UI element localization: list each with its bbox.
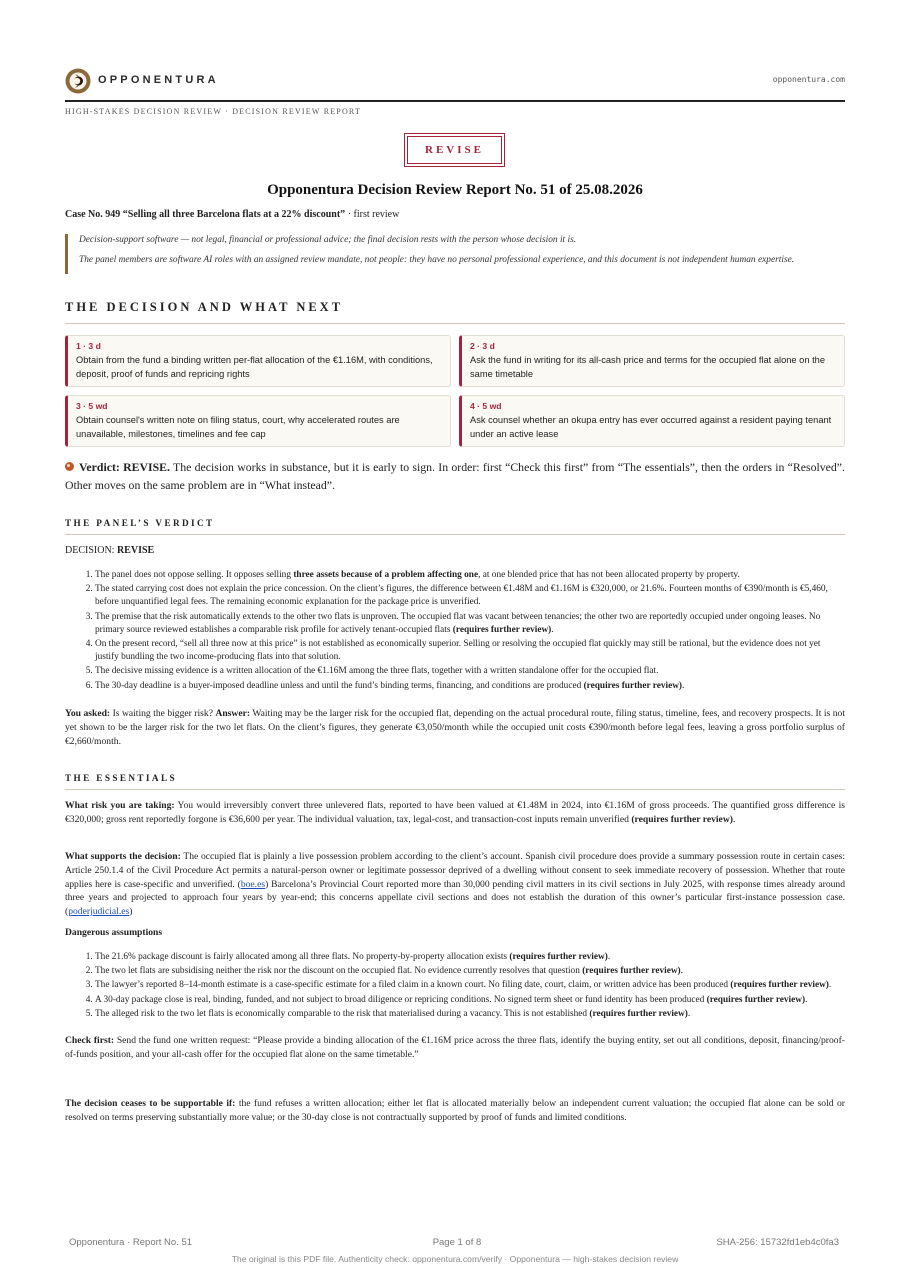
list-item: 5. The alleged risk to the two let flats is economically comparable to the risk that materialised during a vacancy. This is not established (requires further review).	[95, 1008, 845, 1021]
supports-label: What supports the decision:	[65, 851, 181, 862]
risk-paragraph: What risk you are taking: You would irreversibly convert three unlevered flats, reported to have been valued at €1.48M in 2024, into €1.16M of gross proceeds. The quantified gross difference is €320,000; gross rent reportedly forgone is €36,600 per year. The individual valuation, tax, legal-cost, and transaction-cost inputs remain unverified (requires further review).	[65, 800, 845, 825]
cease-label: The decision ceases to be supportable if:	[65, 1098, 236, 1109]
next-heading: THE DECISION AND WHAT NEXT	[65, 300, 344, 314]
case-line	[65, 209, 399, 220]
question-answer	[65, 707, 845, 748]
disclaimer-line: The panel members are software AI roles with an assigned review mandate, not people: they have no personal professional experience, and this document is not independent human expertise.	[79, 255, 795, 265]
verdict-text: The decision works in substance, but it is early to sign. In order: first “Check this first” from “The essentials”, then the orders in “Resolved”. Other moves on the same problem are in “What instead”.	[65, 460, 845, 492]
action-card	[65, 395, 451, 447]
footer-page-number: Page 1 of 8	[432, 1237, 482, 1248]
report-page	[65, 0, 845, 1287]
list-item: 5. The decisive missing evidence is a written allocation of the €1.16M among the three flats, together with a written standalone offer for the occupied flat.	[95, 665, 845, 678]
panel-heading: THE PANEL’S VERDICT	[65, 518, 215, 528]
verdict-stamp-label: REVISE	[407, 136, 502, 164]
action-card-text: Ask counsel whether an okupa entry has ever occurred against a resident paying tenant under an active lease	[470, 415, 832, 439]
list-item: 2. The two let flats are subsidising neither the risk nor the discount on the occupied flat. No evidence currently resolves that question (requires further review).	[95, 965, 845, 978]
report-title: Opponentura Decision Review Report No. 51 of 25.08.2026	[267, 182, 643, 198]
disclaimer-line: Decision-support software — not legal, financial or professional advice; the final decision rests with the person whose decision it is.	[79, 235, 577, 245]
list-item: 1. The panel does not oppose selling. It opposes selling three assets because of a problem affecting one, at one blended price that has not been allocated property by property.	[95, 569, 845, 582]
list-item: 4. On the present record, “sell all three now at this price” is not established as economically superior. Selling or resolving the occupied flat quickly may still be rational, but the evidence does not yet justify bundling the two income-producing flats into that solution.	[95, 638, 845, 664]
action-card-tag: 4 · 5 wd	[470, 401, 502, 411]
action-card	[65, 335, 451, 387]
source-link-boe[interactable]: boe.es	[240, 878, 266, 890]
section-rule	[65, 323, 845, 324]
case-suffix: · first review	[345, 209, 400, 220]
asked-text: Is waiting the bigger risk?	[110, 708, 216, 719]
panel-findings-list	[65, 569, 845, 694]
cease-paragraph: The decision ceases to be supportable if: the fund refuses a written allocation; either let flat is allocated materially below an independent current valuation; the occupied flat alone can be sold or resolved on terms preserving substantially more value; or the 30-day close is not contractually supported by proof of funds and limited conditions.	[65, 1098, 845, 1123]
disclaimer-box	[65, 234, 845, 274]
verdict-label: Verdict: REVISE.	[79, 460, 170, 474]
check-first-paragraph: Check first: Send the fund one written request: “Please provide a binding allocation of the €1.16M price across the three flats, identify the buying entity, set out all conditions, deposit, financing/proof-of-funds position, and your all-cash offer for the occupied flat alone on the same timetable.”	[65, 1035, 845, 1060]
verdict-stamp	[404, 133, 505, 167]
list-item: 4. A 30-day package close is real, binding, funded, and not subject to broad diligence or repricing conditions. No signed term sheet or fund identity has been produced (requires further review).	[95, 994, 845, 1007]
section-rule	[65, 789, 845, 790]
assumptions-list	[65, 951, 845, 1022]
risk-label: What risk you are taking:	[65, 800, 175, 811]
header-rule	[65, 100, 845, 102]
action-card-tag: 2 · 3 d	[470, 341, 495, 351]
answer-label: Answer:	[215, 708, 251, 719]
decision-line	[65, 545, 154, 556]
asked-label: You asked:	[65, 708, 111, 719]
opponentura-logo-icon	[65, 68, 91, 94]
section-rule	[65, 534, 845, 535]
decision-value: REVISE	[116, 545, 155, 556]
list-item: 3. The lawyer’s reported 8–14-month estimate is a case-specific estimate for a filed claim in a known court. No filing date, court, claim, or written advice has been produced (requires further review).	[95, 979, 845, 992]
dangerous-assumptions-heading: Dangerous assumptions	[65, 927, 163, 938]
action-card	[459, 395, 845, 447]
footer-report-id: Opponentura · Report No. 51	[69, 1237, 193, 1248]
action-card-tag: 1 · 3 d	[76, 341, 101, 351]
list-item: 3. The premise that the risk automatically extends to the other two flats is unproven. The occupied flat was vacant between tenancies; the other two are reportedly occupied under ongoing leases. No primary source reviewed establishes a comparable risk profile for actively tenant-occupied flats (requires further review).	[95, 611, 845, 637]
brand-name: OPPONENTURA	[98, 74, 219, 86]
list-item: 2. The stated carrying cost does not explain the price concession. On the client’s figures, the difference between €1.48M and €1.16M is €320,000, or 21.6%. Fourteen months of €390/month is €5,460, before unquantified legal fees. The remaining economic explanation for the package price is unverified.	[95, 583, 845, 609]
verdict-summary	[65, 458, 845, 494]
site-url[interactable]: opponentura.com	[772, 75, 845, 84]
action-card-text: Obtain from the fund a binding written per-flat allocation of the €1.16M, with conditions, deposit, proof of funds and repricing rights	[76, 355, 433, 379]
check-label: Check first:	[65, 1035, 115, 1046]
answer-text: Waiting may be the larger risk for the occupied flat, depending on the actual procedural route, filing status, timeline, fees, and recovery prospects. It is not yet shown to be the larger risk for the two let flats. On the client’s figures, they generate €3,050/month while the occupied unit costs €390/month before legal fees, leaving a gross portfolio surplus of €2,660/month.	[65, 708, 845, 747]
footer-hash: SHA-256: 15732fd1eb4c0fa3	[716, 1237, 839, 1248]
report-header	[65, 68, 845, 96]
report-kicker: HIGH-STAKES DECISION REVIEW · DECISION REVIEW REPORT	[65, 107, 362, 116]
footer-authenticity-note: The original is this PDF file. Authenticity check: opponentura.com/verify · Opponentura — high-stakes decision review	[231, 1254, 679, 1264]
decision-label: DECISION:	[65, 545, 117, 556]
case-label: Case No. 949 “Selling all three Barcelona flats at a 22% discount”	[65, 209, 346, 220]
page-footer	[69, 1237, 845, 1251]
action-card	[459, 335, 845, 387]
verdict-status-icon	[65, 462, 74, 471]
action-card-tag: 3 · 5 wd	[76, 401, 108, 411]
list-item: 6. The 30-day deadline is a buyer-imposed deadline unless and until the fund’s binding terms, financing, and conditions are produced (requires further review).	[95, 680, 845, 693]
action-card-text: Ask the fund in writing for its all-cash price and terms for the occupied flat alone on the same timetable	[470, 355, 826, 379]
action-card-text: Obtain counsel's written note on filing status, court, why accelerated routes are unavailable, milestones, timelines and fee cap	[76, 415, 400, 439]
source-link-poderjudicial[interactable]: poderjudicial.es	[68, 906, 130, 918]
supports-paragraph: What supports the decision: The occupied flat is plainly a live possession problem according to the client’s account. Spanish civil procedure does provide a summary possession route in certain cases: Article 250.1.4 of the Civil Procedure Act permits a natural-person owner or legitimate possessor deprived of a dwelling without consent to seek immediate recovery of possession. Whether that route applies here is case-specific and unverified. (boe.es) Barcelona’s Provincial Court reported more than 30,000 pending civil matters in its civil sections in July 2025, with response times already around three years and projected to approach four years by year-end; this concerns appellate civil sections and does not establish the duration of this owner’s particular first-instance possession case. (poderjudicial.es)	[65, 851, 846, 918]
list-item: 1. The 21.6% package discount is fairly allocated among all three flats. No property-by-property allocation exists (requires further review).	[95, 951, 845, 964]
essentials-heading: THE ESSENTIALS	[65, 773, 177, 783]
